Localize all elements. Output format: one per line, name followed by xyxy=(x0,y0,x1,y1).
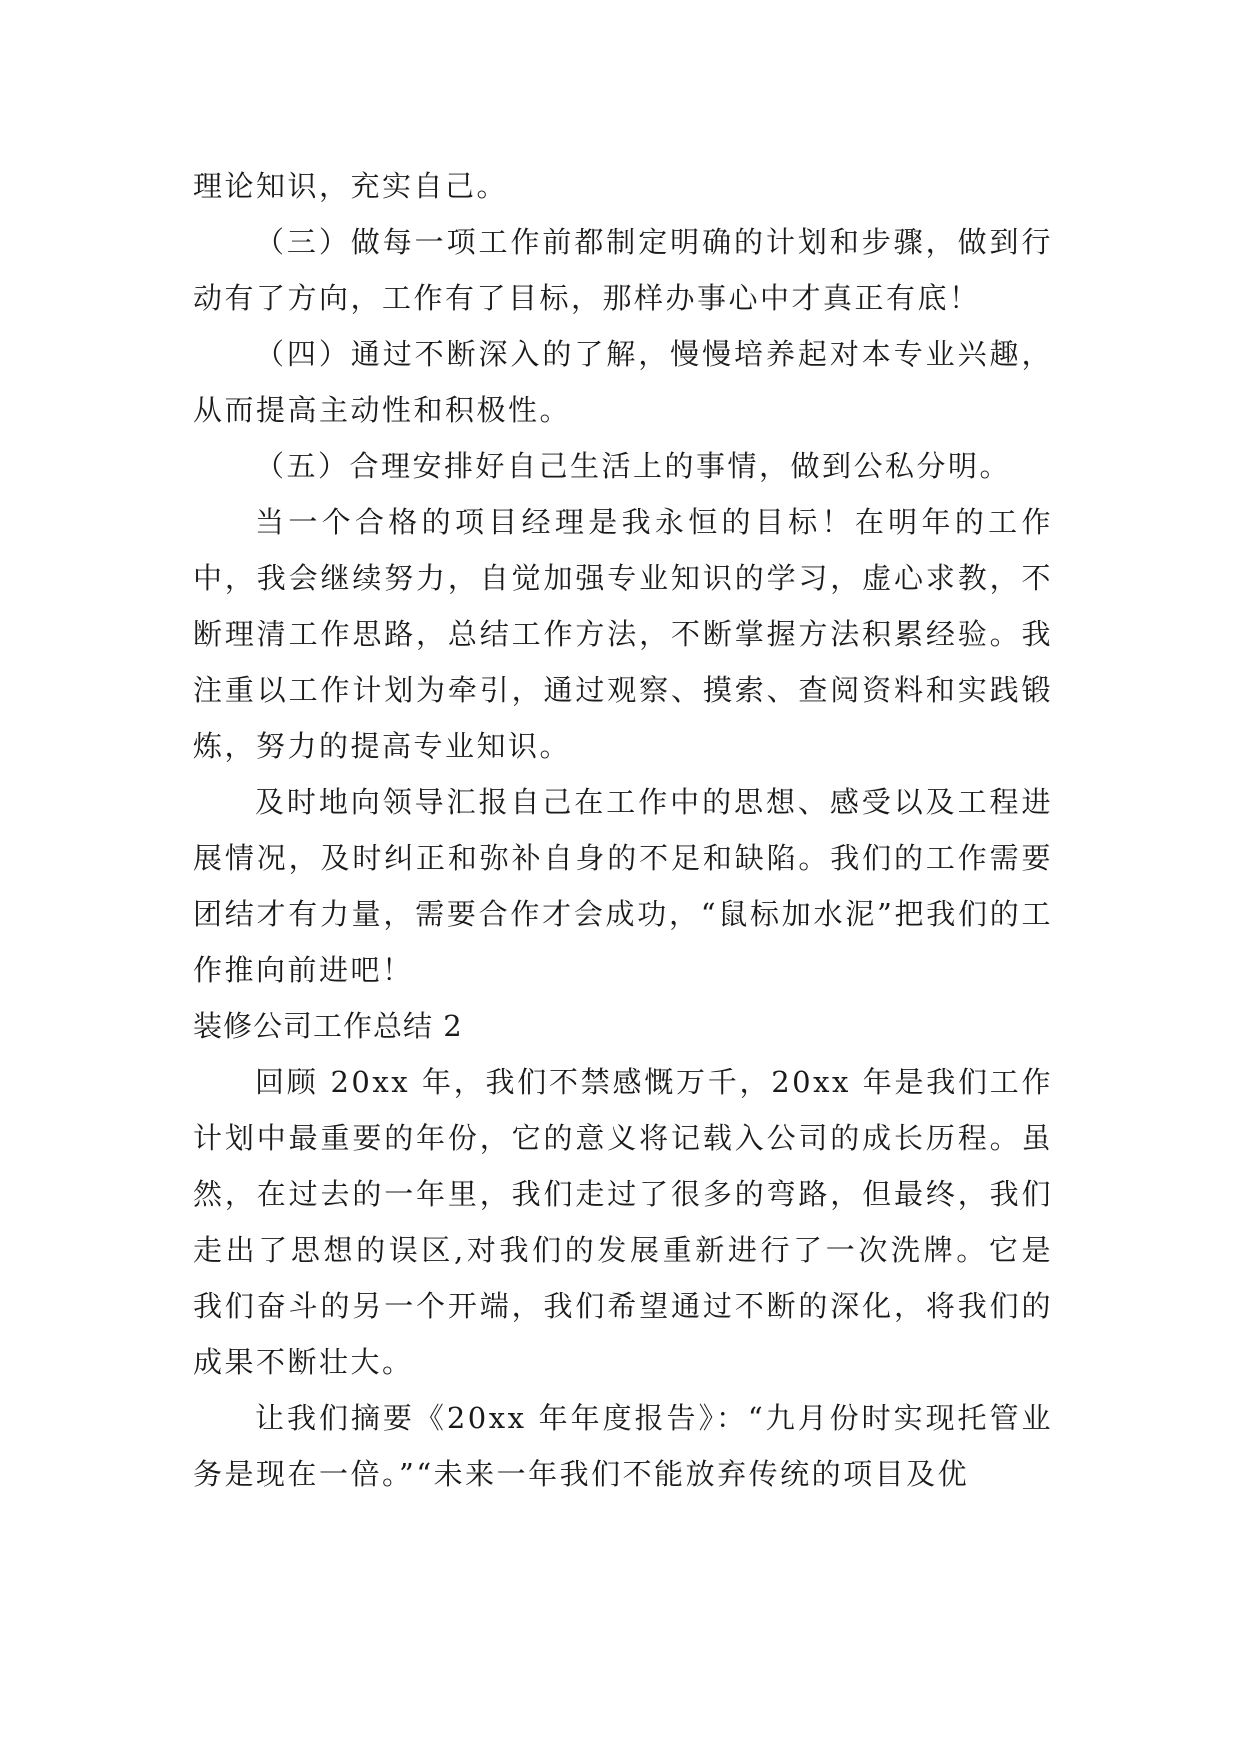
paragraph-theory-knowledge: 理论知识，充实自己。 xyxy=(193,169,509,203)
paragraph-item-four: （四）通过不断深入的了解，慢慢培养起对本专业兴趣，从而提高主动性和积极性。 xyxy=(193,337,1053,427)
paragraph-review-year: 回顾 20xx 年，我们不禁感慨万千，20xx 年是我们工作计划中最重要的年份，它的意义将记载入公司的成长历程。虽然，在过去的一年里，我们走过了很多的弯路，但最终，我们走出了思想的误区,对我们的发展重新进行了一次洗牌。它是我们奋斗的另一个开端，我们希望通过不断的深化，将我们的成果不断壮大。 xyxy=(193,1065,1053,1379)
paragraph-report-progress: 及时地向领导汇报自己在工作中的思想、感受以及工程进展情况，及时纠正和弥补自身的不足和缺陷。我们的工作需要团结才有力量，需要合作才会成功，“鼠标加水泥”把我们的工作推向前进吧！ xyxy=(193,785,1053,987)
document-body xyxy=(193,158,1053,1502)
paragraph-item-three: （三）做每一项工作前都制定明确的计划和步骤，做到行动有了方向，工作有了目标，那样办事心中才真正有底！ xyxy=(193,225,1053,315)
paragraph-item-five: （五）合理安排好自己生活上的事情，做到公私分明。 xyxy=(255,449,1012,483)
paragraph-annual-report-excerpt: 让我们摘要《20xx 年年度报告》：“九月份时实现托管业务是现在一倍。”“未来一年我们不能放弃传统的项目及优 xyxy=(193,1401,1053,1491)
paragraph-project-manager-goal: 当一个合格的项目经理是我永恒的目标！在明年的工作中，我会继续努力，自觉加强专业知识的学习，虚心求教，不断理清工作思路，总结工作方法，不断掌握方法积累经验。我注重以工作计划为牵引，通过观察、摸索、查阅资料和实践锻炼，努力的提高专业知识。 xyxy=(193,505,1053,763)
section-heading: 装修公司工作总结 2 xyxy=(193,1009,463,1043)
